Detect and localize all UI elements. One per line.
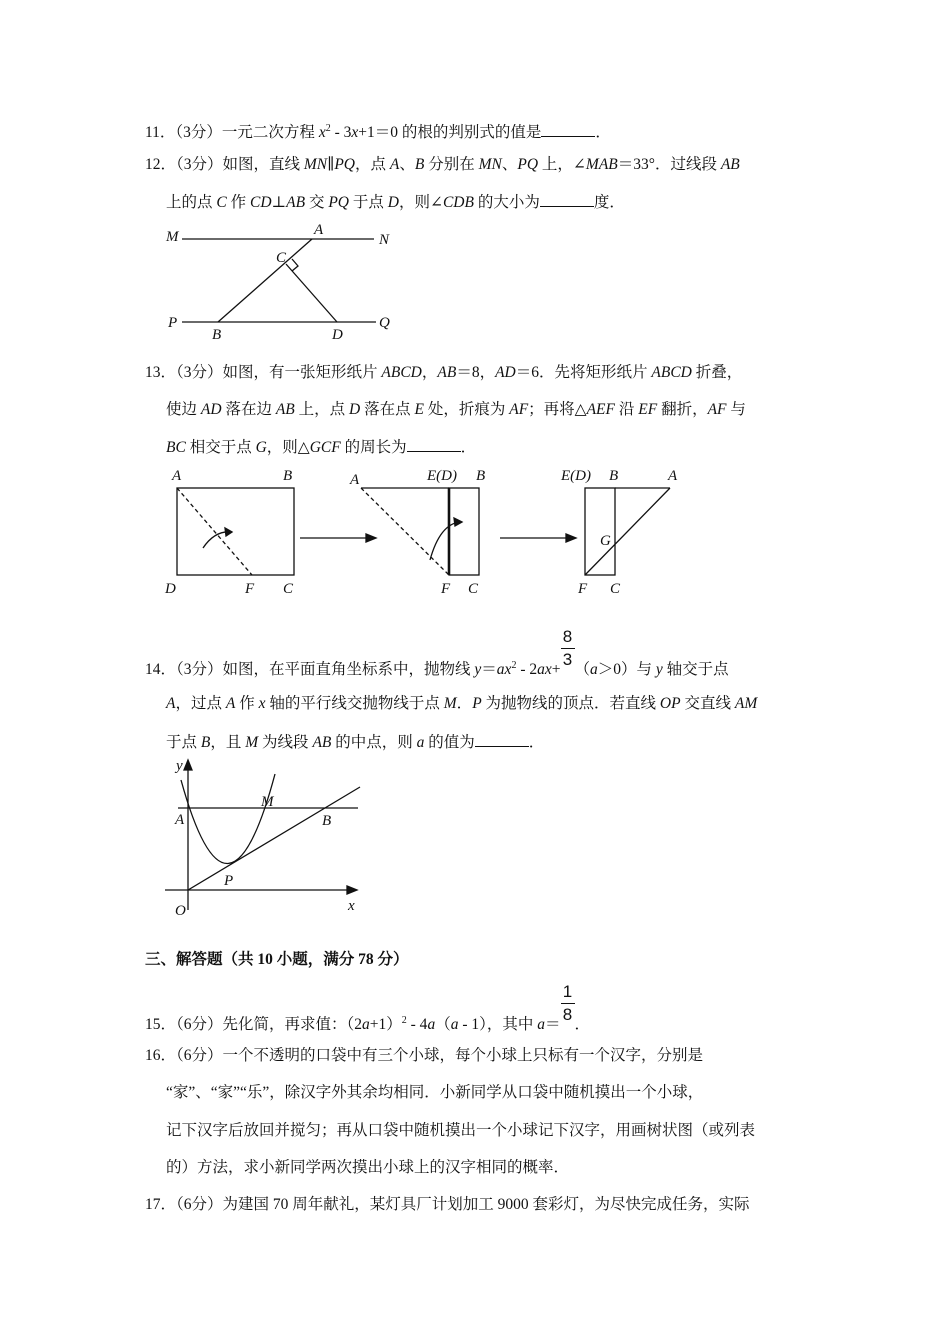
numerator: 1	[562, 982, 573, 1001]
figure-q14	[165, 760, 360, 910]
math-variable: MN	[478, 156, 502, 173]
label: Q	[379, 315, 390, 331]
text-segment: - 2	[516, 661, 538, 678]
text-segment: 为抛物线的顶点．若直线	[481, 695, 660, 712]
text-segment: 的中点，则	[331, 734, 417, 751]
label: D	[165, 581, 176, 597]
text-segment: ．	[456, 695, 473, 712]
text-segment: 使边	[166, 401, 201, 418]
text-segment: 于点	[166, 734, 201, 751]
math-variable: PQ	[334, 156, 355, 173]
denominator: 8	[562, 1005, 573, 1024]
line-op	[188, 787, 360, 890]
text-segment: 落在点	[360, 401, 415, 418]
text-segment: ．	[460, 439, 477, 456]
math-variable: AB	[312, 734, 332, 751]
label: C	[468, 581, 479, 597]
text-segment: ，则∠	[398, 194, 443, 211]
math-variable: a	[590, 661, 598, 678]
math-variable: ABCD	[651, 364, 692, 381]
text-segment: ，点	[354, 156, 390, 173]
math-variable: P	[472, 695, 482, 712]
text-segment: 沿	[615, 401, 639, 418]
right-angle-mark	[292, 259, 298, 271]
math-variable: AD	[200, 401, 222, 418]
label: B	[322, 813, 332, 829]
label: A	[314, 222, 324, 238]
text-segment: ，过点	[175, 695, 226, 712]
math-variable: x	[258, 695, 266, 712]
text-segment: 的）方法，求小新同学两次摸出小球上的汉字相同的概率．	[166, 1159, 570, 1176]
text-segment: ．	[595, 124, 611, 142]
math-variable: AF	[707, 401, 727, 418]
superscript: 2	[401, 1014, 407, 1026]
math-variable: CD	[250, 194, 272, 211]
text-segment: 15．（6分）先化简，再求值：（2	[145, 1016, 363, 1033]
text-segment: 作	[235, 695, 259, 712]
text-segment: 上，点	[294, 401, 350, 418]
math-variable: MAB	[585, 156, 618, 173]
math-variable: AM	[734, 695, 758, 712]
superscript: 2	[511, 659, 517, 671]
label: A	[175, 812, 185, 828]
text-segment: 与	[726, 401, 746, 418]
arrowhead-icon	[225, 528, 232, 536]
label: B	[212, 327, 222, 343]
label: O	[175, 903, 186, 919]
label: P	[224, 873, 234, 889]
math-variable: M	[443, 695, 457, 712]
text-segment: ＝8，	[456, 364, 496, 381]
text-segment: 的大小为	[473, 194, 540, 211]
text-segment: 折叠，	[691, 364, 743, 381]
math-variable: A	[389, 156, 400, 173]
math-variable: D	[387, 194, 399, 211]
math-variable: AB	[286, 194, 306, 211]
label: F	[245, 581, 255, 597]
label: C	[283, 581, 294, 597]
text-segment: ⊥	[271, 194, 287, 211]
text-segment: 度．	[593, 194, 625, 211]
text-segment: 17．（6分）为建国 70 周年献礼，某灯具厂计划加工 9000 套彩灯，为尽快完成任务，实际	[145, 1196, 750, 1213]
text-segment: - 3	[330, 124, 352, 142]
math-variable: AB	[720, 156, 740, 173]
text-segment: 上的点	[166, 194, 217, 211]
label: C	[276, 250, 287, 266]
math-variable: PQ	[517, 156, 539, 173]
label: P	[168, 315, 178, 331]
math-variable: B	[200, 734, 211, 751]
text-segment: 14．（3分）如图，在平面直角坐标系中，抛物线	[145, 661, 475, 678]
text-segment: ＝33°．过线段	[617, 156, 721, 173]
text-segment: （	[435, 1016, 451, 1033]
math-variable: a	[537, 1016, 545, 1033]
math-variable: AD	[495, 364, 516, 381]
text-segment: 交	[305, 194, 329, 211]
segment-af	[585, 488, 670, 575]
text-segment: 交直线	[680, 695, 735, 712]
arrowhead-icon	[454, 518, 462, 526]
numerator: 8	[562, 627, 573, 646]
math-variable: a	[362, 1016, 370, 1033]
label: A	[668, 468, 678, 484]
segment-cd	[286, 264, 337, 322]
figure-q13	[177, 488, 670, 575]
label: F	[441, 581, 451, 597]
label: M	[166, 229, 179, 245]
text-segment: 轴的平行线交抛物线于点	[265, 695, 444, 712]
text-segment: +	[551, 661, 561, 678]
math-variable: M	[245, 734, 259, 751]
fold-arrow-icon	[430, 522, 460, 560]
label: C	[610, 581, 621, 597]
math-variable: B	[414, 156, 425, 173]
math-variable: ax	[496, 661, 512, 678]
text-segment: 处，折痕为	[423, 401, 510, 418]
label: D	[332, 327, 343, 343]
math-variable: a	[427, 1016, 436, 1033]
math-variable: x	[318, 124, 326, 142]
text-segment: ＞0）与	[597, 661, 656, 678]
label: x	[348, 898, 355, 914]
label: B	[476, 468, 486, 484]
arrowhead-icon	[566, 534, 576, 542]
text-segment: - 1），其中	[458, 1016, 538, 1033]
text-segment: ＝	[545, 1016, 561, 1033]
math-variable: A	[225, 695, 236, 712]
text-segment: 的周长为	[340, 439, 407, 456]
text-segment: ＝6．先将矩形纸片	[515, 364, 652, 381]
arrowhead-icon	[184, 760, 192, 770]
math-variable: x	[351, 124, 359, 142]
denominator: 3	[562, 650, 573, 669]
text-segment: +1）	[369, 1016, 402, 1033]
text-segment: 上，∠	[538, 156, 586, 173]
label: M	[261, 794, 274, 810]
segment-ab	[218, 239, 312, 322]
text-segment: 记下汉字后放回并搅匀；再从口袋中随机摸出一个小球记下汉字，用画树状图（或列表	[166, 1122, 756, 1139]
text-segment: ，则△	[266, 439, 310, 456]
text-segment: 作	[226, 194, 250, 211]
math-variable: EF	[638, 401, 658, 418]
text-segment: 相交于点	[185, 439, 256, 456]
label: B	[283, 468, 293, 484]
label: E(D)	[427, 468, 457, 484]
math-variable: E	[414, 401, 424, 418]
text-segment: - 4	[406, 1016, 428, 1033]
text-segment: 13．（3分）如图，有一张矩形纸片	[145, 364, 382, 381]
text-segment: ．	[574, 1016, 591, 1033]
math-variable: AF	[509, 401, 529, 418]
math-variable: OP	[659, 695, 681, 712]
math-variable: a	[450, 1016, 459, 1033]
arrowhead-icon	[366, 534, 376, 542]
math-variable: y	[474, 661, 482, 678]
rectangle-abcd	[177, 488, 294, 575]
text-segment: 的值为	[424, 734, 475, 751]
text-segment: ，且	[210, 734, 246, 751]
text-segment: ．	[528, 734, 545, 751]
text-segment: 翻折，	[657, 401, 708, 418]
math-variable: D	[349, 401, 361, 418]
label: B	[609, 468, 619, 484]
text-segment: 、	[501, 156, 518, 173]
text-segment: 12．（3分）如图，直线	[145, 156, 304, 173]
fold-line-af	[177, 488, 252, 575]
text-segment: 16．（6分）一个不透明的口袋中有三个小球，每个小球上只标有一个汉字，分别是	[145, 1047, 704, 1064]
math-variable: PQ	[328, 194, 349, 211]
text-segment: 为线段	[258, 734, 313, 751]
math-variable: CDB	[442, 194, 474, 211]
math-variable: AB	[275, 401, 295, 418]
label: G	[600, 533, 611, 549]
math-variable: A	[166, 695, 176, 712]
text-segment: “家”、“家”“乐”，除汉字外其余均相同．小新同学从口袋中随机摸出一个小球，	[166, 1084, 704, 1101]
math-variable: MN	[303, 156, 328, 173]
math-variable: C	[216, 194, 227, 211]
text-segment: 、	[399, 156, 415, 173]
math-variable: y	[655, 661, 663, 678]
math-variable: ABCD	[381, 364, 422, 381]
math-variable: AB	[437, 364, 457, 381]
text-segment: 于点	[349, 194, 388, 211]
text-segment: （	[574, 661, 591, 678]
fold-line	[361, 488, 449, 575]
text-segment: 三、解答题（共 10 小题，满分 78 分）	[145, 951, 409, 968]
math-variable: G	[255, 439, 267, 456]
strip	[449, 488, 479, 575]
text-segment: ；再将△	[528, 401, 587, 418]
text-segment: ＝	[481, 661, 497, 678]
text-segment: 分别在	[424, 156, 479, 173]
text-segment: 11．（3分）一元二次方程	[145, 124, 319, 142]
math-variable: BC	[166, 439, 186, 456]
math-variable: a	[416, 734, 425, 751]
label: E(D)	[561, 468, 591, 484]
label: y	[176, 758, 183, 774]
superscript: 2	[325, 123, 331, 134]
strip	[585, 488, 615, 575]
label: A	[172, 468, 182, 484]
arrowhead-icon	[347, 886, 357, 894]
label: N	[379, 232, 390, 248]
math-variable: GCF	[309, 439, 341, 456]
label: F	[578, 581, 588, 597]
math-variable: ax	[537, 661, 552, 678]
text-segment: 落在边	[221, 401, 276, 418]
text-segment: ∥	[327, 156, 335, 173]
math-variable: AEF	[586, 401, 615, 418]
text-segment: 轴交于点	[662, 661, 729, 678]
label: A	[350, 472, 360, 488]
parabola	[181, 774, 275, 864]
text-segment: ，	[421, 364, 438, 381]
text-segment: +1＝0 的根的判别式的值是	[358, 124, 542, 142]
